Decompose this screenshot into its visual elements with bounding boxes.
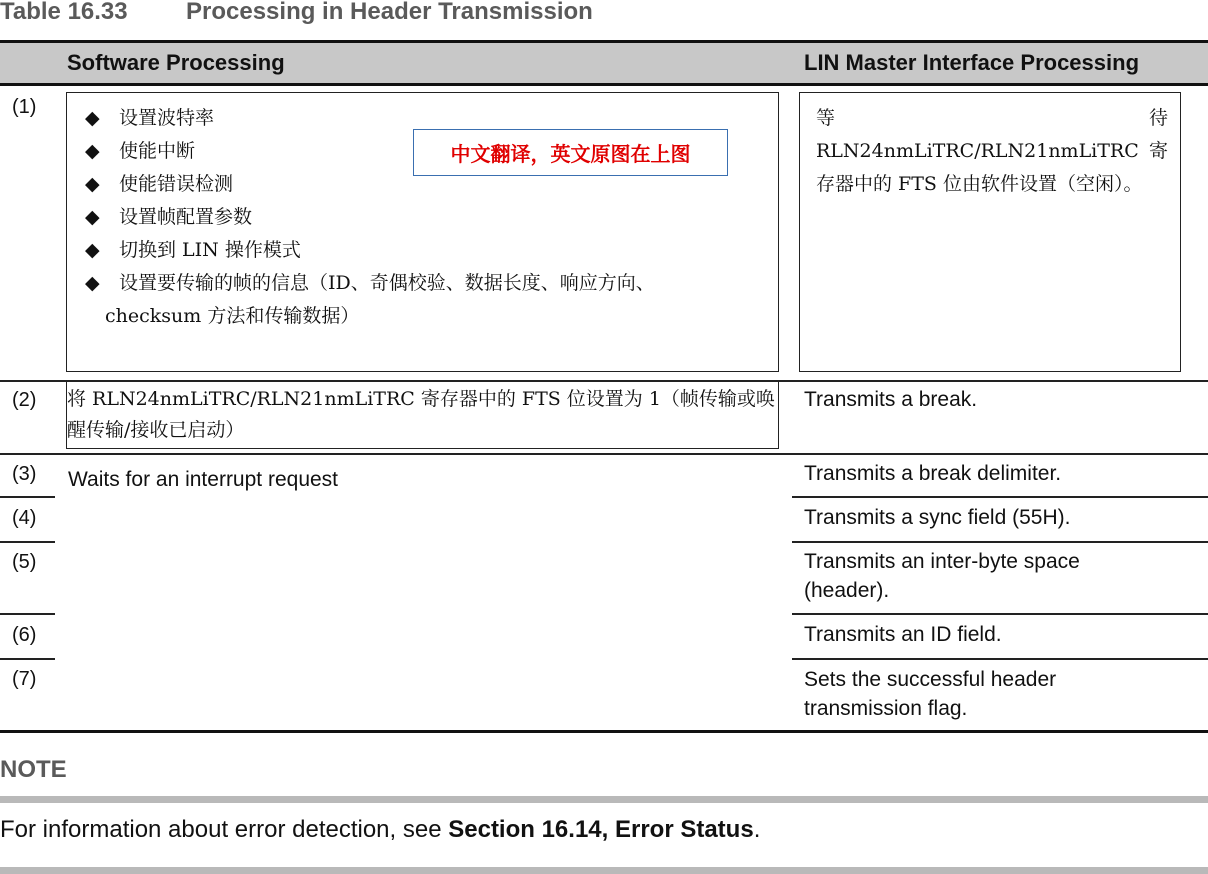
row-number: (4): [12, 507, 37, 529]
row-divider-right: [792, 658, 1208, 660]
software-text-row2: 将 RLN24nmLiTRC/RLN21nmLiTRC 寄存器中的 FTS 位设置为 1（帧传输或唤醒传输/接收已启动）: [67, 388, 775, 441]
note-text-end: .: [753, 816, 761, 843]
software-text-row3: Waits for an interrupt request: [68, 468, 339, 491]
row-divider-short: [0, 541, 55, 543]
list-item: ◆ 使能错误检测: [85, 168, 765, 201]
row-number: (6): [12, 624, 37, 646]
list-item: ◆ 设置波特率: [85, 102, 765, 135]
column-header-lin: LIN Master Interface Processing: [804, 50, 1140, 75]
lin-text-row4: Transmits a sync field (55H).: [804, 506, 1071, 529]
note-bottom-rule: [0, 867, 1208, 874]
diamond-bullet-icon: ◆: [85, 239, 100, 261]
lin-text-row1: 等 待 RLN24nmLiTRC/RLN21nmLiTRC 寄存器中的 FTS 位由软件设置（空闲）。: [816, 107, 1168, 195]
list-item-continuation: checksum 方法和传输数据）: [105, 305, 360, 327]
diamond-bullet-icon: ◆: [85, 173, 100, 195]
lin-text-row5: Transmits an inter-byte space (header).: [804, 550, 1080, 602]
row-divider-short: [0, 496, 55, 498]
row-number: (2): [12, 389, 37, 411]
translation-note: 中文翻译，英文原图在上图: [413, 129, 728, 176]
note-heading: NOTE: [0, 756, 67, 783]
row-number: (7): [12, 668, 37, 690]
row-number: (5): [12, 551, 37, 573]
table-header-rule: [0, 83, 1208, 86]
table-caption: Processing in Header Transmission: [186, 0, 593, 25]
row-divider-right: [792, 541, 1208, 543]
lin-text-row2: Transmits a break.: [804, 388, 978, 411]
list-item: ◆ 设置要传输的帧的信息（ID、奇偶校验、数据长度、响应方向、: [85, 267, 765, 300]
diamond-bullet-icon: ◆: [85, 107, 100, 129]
row-divider: [0, 453, 1208, 455]
row-number: (1): [12, 96, 37, 118]
note-text: [0, 816, 760, 844]
lin-box-row1: [799, 92, 1181, 372]
list-item: ◆ 使能中断: [85, 135, 765, 168]
lin-text-row3: Transmits a break delimiter.: [804, 462, 1062, 485]
diamond-bullet-icon: ◆: [85, 272, 100, 294]
diamond-bullet-icon: ◆: [85, 206, 100, 228]
row-number: (3): [12, 463, 37, 485]
list-item: ◆ 切换到 LIN 操作模式: [85, 234, 765, 267]
row-divider-short: [0, 658, 55, 660]
table-title: [0, 0, 593, 26]
note-top-rule: [0, 796, 1208, 803]
row-divider-short: [0, 613, 55, 615]
lin-text-row7: Sets the successful header transmission flag.: [804, 668, 1057, 720]
list-item: ◆ 设置帧配置参数: [85, 201, 765, 234]
note-text-plain: For information about error detection, see: [0, 816, 449, 843]
section-reference: Section 16.14, Error Status: [448, 816, 754, 843]
row-divider-right: [792, 613, 1208, 615]
diamond-bullet-icon: ◆: [85, 140, 100, 162]
lin-text-row6: Transmits an ID field.: [804, 623, 1002, 646]
table-number: Table 16.33: [0, 0, 128, 25]
software-box-row2: [66, 381, 779, 449]
row-divider-right: [792, 496, 1208, 498]
column-header-software: Software Processing: [67, 50, 285, 75]
table-bottom-rule: [0, 730, 1208, 733]
